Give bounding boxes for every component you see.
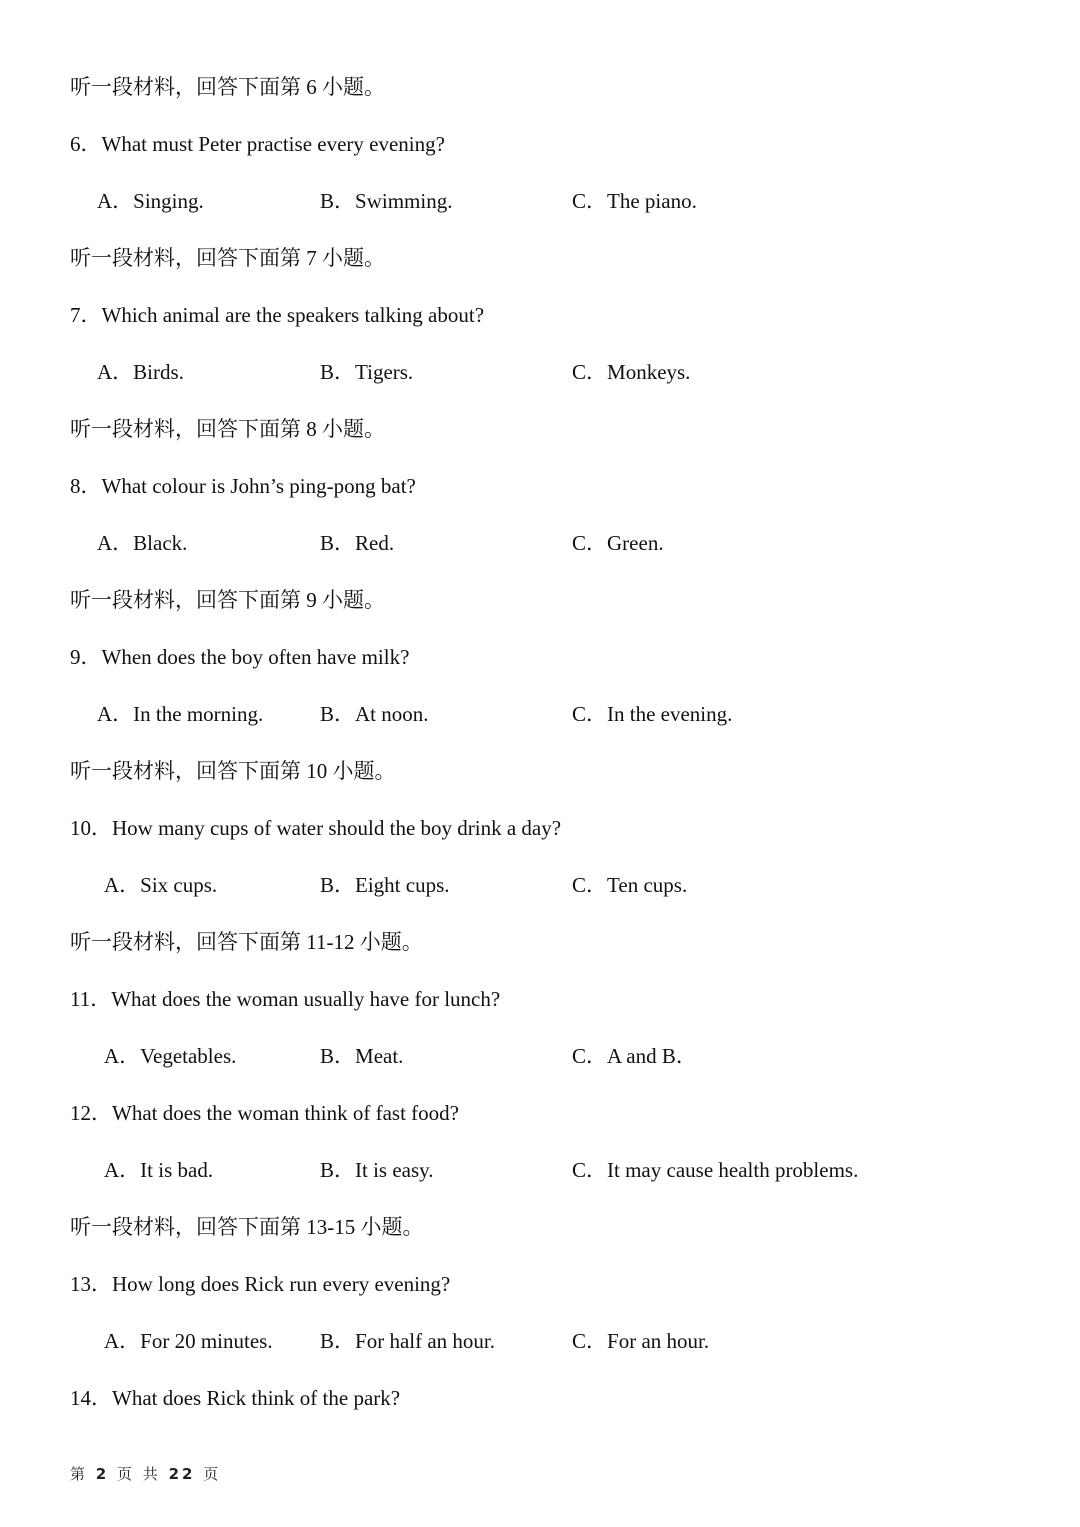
answer-option-c[interactable] <box>572 355 690 389</box>
option-text: Vegetables. <box>140 1044 237 1068</box>
question-stem: 8．What colour is John’s ping-pong bat? <box>70 474 416 498</box>
option-letter: A． <box>97 360 134 384</box>
option-letter: C． <box>572 189 608 213</box>
answer-option-c[interactable] <box>572 697 732 731</box>
option-letter: B． <box>320 873 356 897</box>
answer-option-b[interactable] <box>320 1153 434 1187</box>
answer-option-b[interactable] <box>320 868 450 902</box>
answer-option-b[interactable] <box>320 184 452 218</box>
option-text: At noon. <box>355 702 429 726</box>
option-letter: B． <box>320 1158 356 1182</box>
option-letter: B． <box>320 360 356 384</box>
option-letter: A． <box>104 873 141 897</box>
answer-option-c[interactable] <box>572 1039 697 1073</box>
option-text: It is bad. <box>140 1158 214 1182</box>
question-stem: 12．What does the woman think of fast food? <box>70 1101 459 1125</box>
answer-option-b[interactable] <box>320 1039 403 1073</box>
option-letter: C． <box>572 531 608 555</box>
question-stem: 10．How many cups of water should the boy drink a day? <box>70 816 562 840</box>
footer-suffix: 页 <box>203 1465 222 1483</box>
section-instruction: 听一段材料，回答下面第 7 小题。 <box>70 246 385 270</box>
option-text: Eight cups. <box>355 873 450 897</box>
answer-option-c[interactable] <box>572 868 687 902</box>
question-stem: 9．When does the boy often have milk? <box>70 645 410 669</box>
total-page-count: 22 <box>168 1465 196 1483</box>
option-text: Six cups. <box>140 873 218 897</box>
option-text: Monkeys. <box>607 360 691 384</box>
question-stem: 6．What must Peter practise every evening? <box>70 132 445 156</box>
section-instruction: 听一段材料，回答下面第 6 小题。 <box>70 75 385 99</box>
answer-option-a[interactable] <box>104 1324 273 1358</box>
option-text: In the evening. <box>607 702 733 726</box>
footer-middle: 页 共 <box>117 1465 161 1483</box>
answer-option-b[interactable] <box>320 526 394 560</box>
option-letter: C． <box>572 702 608 726</box>
option-letter: B． <box>320 1329 356 1353</box>
section-instruction: 听一段材料，回答下面第 13-15 小题。 <box>70 1215 424 1239</box>
option-text: Birds. <box>133 360 184 384</box>
option-letter: A． <box>97 531 134 555</box>
footer-prefix: 第 <box>70 1465 89 1483</box>
answer-option-a[interactable] <box>104 868 217 902</box>
question-stem: 7．Which animal are the speakers talking about? <box>70 303 485 327</box>
option-text: It is easy. <box>355 1158 434 1182</box>
answer-option-c[interactable] <box>572 1153 858 1187</box>
option-text: Meat. <box>355 1044 404 1068</box>
option-text: For half an hour. <box>355 1329 495 1353</box>
option-text: Ten cups. <box>607 873 688 897</box>
option-letter: C． <box>572 360 608 384</box>
option-text: Swimming. <box>355 189 453 213</box>
option-letter: A． <box>104 1158 141 1182</box>
answer-option-a[interactable] <box>104 1153 213 1187</box>
option-text: For an hour. <box>607 1329 710 1353</box>
option-letter: C． <box>572 1044 608 1068</box>
answer-option-a[interactable] <box>97 526 187 560</box>
section-instruction: 听一段材料，回答下面第 8 小题。 <box>70 417 385 441</box>
option-letter: B． <box>320 702 356 726</box>
answer-option-a[interactable] <box>97 697 263 731</box>
section-instruction: 听一段材料，回答下面第 11-12 小题。 <box>70 930 423 954</box>
option-text: The piano. <box>607 189 697 213</box>
answer-option-b[interactable] <box>320 355 413 389</box>
answer-option-c[interactable] <box>572 526 664 560</box>
option-letter: C． <box>572 1329 608 1353</box>
option-letter: A． <box>104 1044 141 1068</box>
option-letter: B． <box>320 1044 356 1068</box>
option-text: In the morning. <box>133 702 264 726</box>
option-text: It may cause health problems. <box>607 1158 859 1182</box>
option-text: Singing. <box>133 189 204 213</box>
section-instruction: 听一段材料，回答下面第 10 小题。 <box>70 759 396 783</box>
option-letter: A． <box>97 189 134 213</box>
question-stem: 14．What does Rick think of the park? <box>70 1386 401 1410</box>
option-text: Tigers. <box>355 360 414 384</box>
answer-option-a[interactable] <box>104 1039 236 1073</box>
option-letter: C． <box>572 1158 608 1182</box>
option-letter: C． <box>572 873 608 897</box>
option-text: Red. <box>355 531 395 555</box>
option-text: Green. <box>607 531 664 555</box>
answer-option-b[interactable] <box>320 1324 495 1358</box>
page-footer <box>70 1462 221 1486</box>
answer-option-a[interactable] <box>97 355 184 389</box>
option-letter: B． <box>320 531 356 555</box>
option-text: Black. <box>133 531 188 555</box>
question-stem: 13．How long does Rick run every evening? <box>70 1272 451 1296</box>
option-text: A and B． <box>607 1044 697 1068</box>
option-letter: A． <box>97 702 134 726</box>
answer-option-c[interactable] <box>572 184 697 218</box>
answer-option-a[interactable] <box>97 184 204 218</box>
answer-option-c[interactable] <box>572 1324 709 1358</box>
option-text: For 20 minutes. <box>140 1329 273 1353</box>
option-letter: B． <box>320 189 356 213</box>
current-page-number: 2 <box>95 1465 110 1483</box>
question-stem: 11．What does the woman usually have for lunch? <box>70 987 501 1011</box>
answer-option-b[interactable] <box>320 697 429 731</box>
option-letter: A． <box>104 1329 141 1353</box>
section-instruction: 听一段材料，回答下面第 9 小题。 <box>70 588 385 612</box>
